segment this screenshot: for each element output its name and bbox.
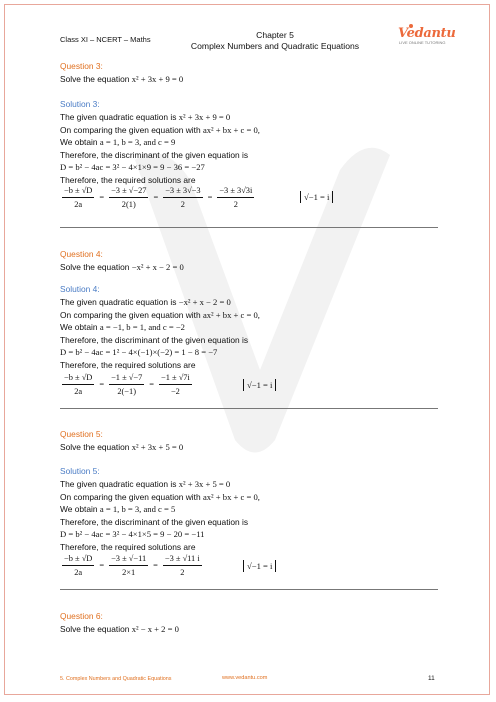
fraction: $\frac{-b \pm √D}{2a}$ (64, 553, 93, 577)
question-4-heading: Question 4: (60, 249, 103, 259)
sol4-line-6: Therefore, the required solutions are (60, 359, 196, 370)
question-5-heading: Question 5: (60, 429, 103, 439)
class-label: Class XI – NCERT – Maths (60, 35, 151, 44)
sol3-line-1: The given quadratic equation is x² + 3x + 9 = 0 (60, 112, 231, 122)
vedantu-logo (398, 24, 456, 48)
sol5-line-2: On comparing the given equation with ax² + bx + c = 0, (60, 491, 260, 502)
sol3-identity-note: √−1 = i (300, 191, 333, 203)
fraction: $\frac{-b \pm √D}{2a}$ (64, 372, 93, 396)
solution-3-heading: Solution 3: (60, 99, 100, 109)
question-5-prompt: Solve the equation x² + 3x + 5 = 0 (60, 442, 184, 452)
sol3-line-6: Therefore, the required solutions are (60, 174, 196, 185)
sol4-line-1: The given quadratic equation is −x² + x − 2 = 0 (60, 297, 231, 307)
logo-wordmark: Vedantu (398, 26, 456, 41)
sol3-line-2: On comparing the given equation with ax² + bx + c = 0, (60, 124, 260, 135)
section-divider (60, 227, 438, 228)
sol4-line-2: On comparing the given equation with ax² + bx + c = 0, (60, 309, 260, 320)
fraction: $\frac{-3 \pm 3√3i}{2}$ (219, 185, 253, 209)
question-4-prompt: Solve the equation −x² + x − 2 = 0 (60, 262, 184, 272)
fraction: $\frac{-3 \pm √11 i}{2}$ (164, 553, 200, 577)
fraction: $\frac{-1 \pm √7i}{-2}$ (161, 372, 190, 396)
sol5-line-4: Therefore, the discriminant of the given equation is (60, 516, 249, 527)
sol5-line-5: D = b² − 4ac = 3² − 4×1×5 = 9 − 20 = −11 (60, 529, 205, 539)
solution-4-body (60, 296, 440, 371)
question-3-heading: Question 3: (60, 61, 103, 71)
solution-5-body (60, 478, 440, 553)
chapter-heading (150, 30, 400, 52)
solution-4-heading: Solution 4: (60, 284, 100, 294)
logo-tagline: LIVE ONLINE TUTORING (399, 40, 446, 45)
page-number: 11 (428, 675, 435, 682)
sol4-identity-note: √−1 = i (243, 379, 276, 391)
sol5-line-1: The given quadratic equation is x² + 3x + 5 = 0 (60, 479, 231, 489)
question-6-heading: Question 6: (60, 611, 103, 621)
chapter-title: Complex Numbers and Quadratic Equations (190, 41, 360, 51)
sol3-line-5: D = b² − 4ac = 3² − 4×1×9 = 9 − 36 = −27 (60, 162, 205, 172)
footer-chapter: 5. Complex Numbers and Quadratic Equations (60, 676, 172, 682)
sol5-solution-formula: $\frac{-b \pm √D}{2a}$ = $\frac{-3 \pm √-11}{2\times 1}$ = $\frac{-3 \pm √11 i}{2}$ (64, 553, 200, 577)
sol5-line-6: Therefore, the required solutions are (60, 541, 196, 552)
question-3-prompt: Solve the equation x² + 3x + 9 = 0 (60, 74, 184, 84)
fraction: $\frac{-1 \pm √-7}{2(-1)}$ (111, 372, 143, 396)
sol4-solution-formula: $\frac{-b \pm √D}{2a}$ = $\frac{-1 \pm √-7}{2(-1)}$ = $\frac{-1 \pm √7i}{-2}$ (64, 372, 190, 396)
chapter-number: Chapter 5 (256, 30, 294, 40)
sol4-line-3: We obtain a = −1, b = 1, and c = −2 (60, 322, 185, 332)
sol5-line-3: We obtain a = 1, b = 3, and c = 5 (60, 504, 176, 514)
sol4-line-4: Therefore, the discriminant of the given equation is (60, 334, 249, 345)
fraction: $\frac{-3 \pm √-27}{2(1)}$ (111, 185, 147, 209)
solution-5-heading: Solution 5: (60, 466, 100, 476)
section-divider (60, 408, 438, 409)
section-divider (60, 589, 438, 590)
question-6-prompt: Solve the equation x² − x + 2 = 0 (60, 624, 179, 634)
sol3-solution-formula: $\frac{-b \pm √D}{2a}$ = $\frac{-3 \pm √-27}{2(1)}$ = $\frac{-3 \pm 3√-3}{2}$ = $\frac{-3 \pm 3√3i}{2}$ (64, 185, 253, 209)
fraction: $\frac{-3 \pm √-11}{2\times 1}$ (111, 553, 147, 577)
fraction: $\frac{-3 \pm 3√-3}{2}$ (165, 185, 201, 209)
sol5-identity-note: √−1 = i (243, 560, 276, 572)
sol4-line-5: D = b² − 4ac = 1² − 4×(−1)×(−2) = 1 − 8 = −7 (60, 347, 218, 357)
sol3-line-4: Therefore, the discriminant of the given equation is (60, 149, 249, 160)
sol3-line-3: We obtain a = 1, b = 3, and c = 9 (60, 137, 176, 147)
footer-website-link[interactable]: www.vedantu.com (222, 675, 268, 681)
fraction: $\frac{-b \pm √D}{2a}$ (64, 185, 93, 209)
solution-3-body (60, 111, 440, 186)
